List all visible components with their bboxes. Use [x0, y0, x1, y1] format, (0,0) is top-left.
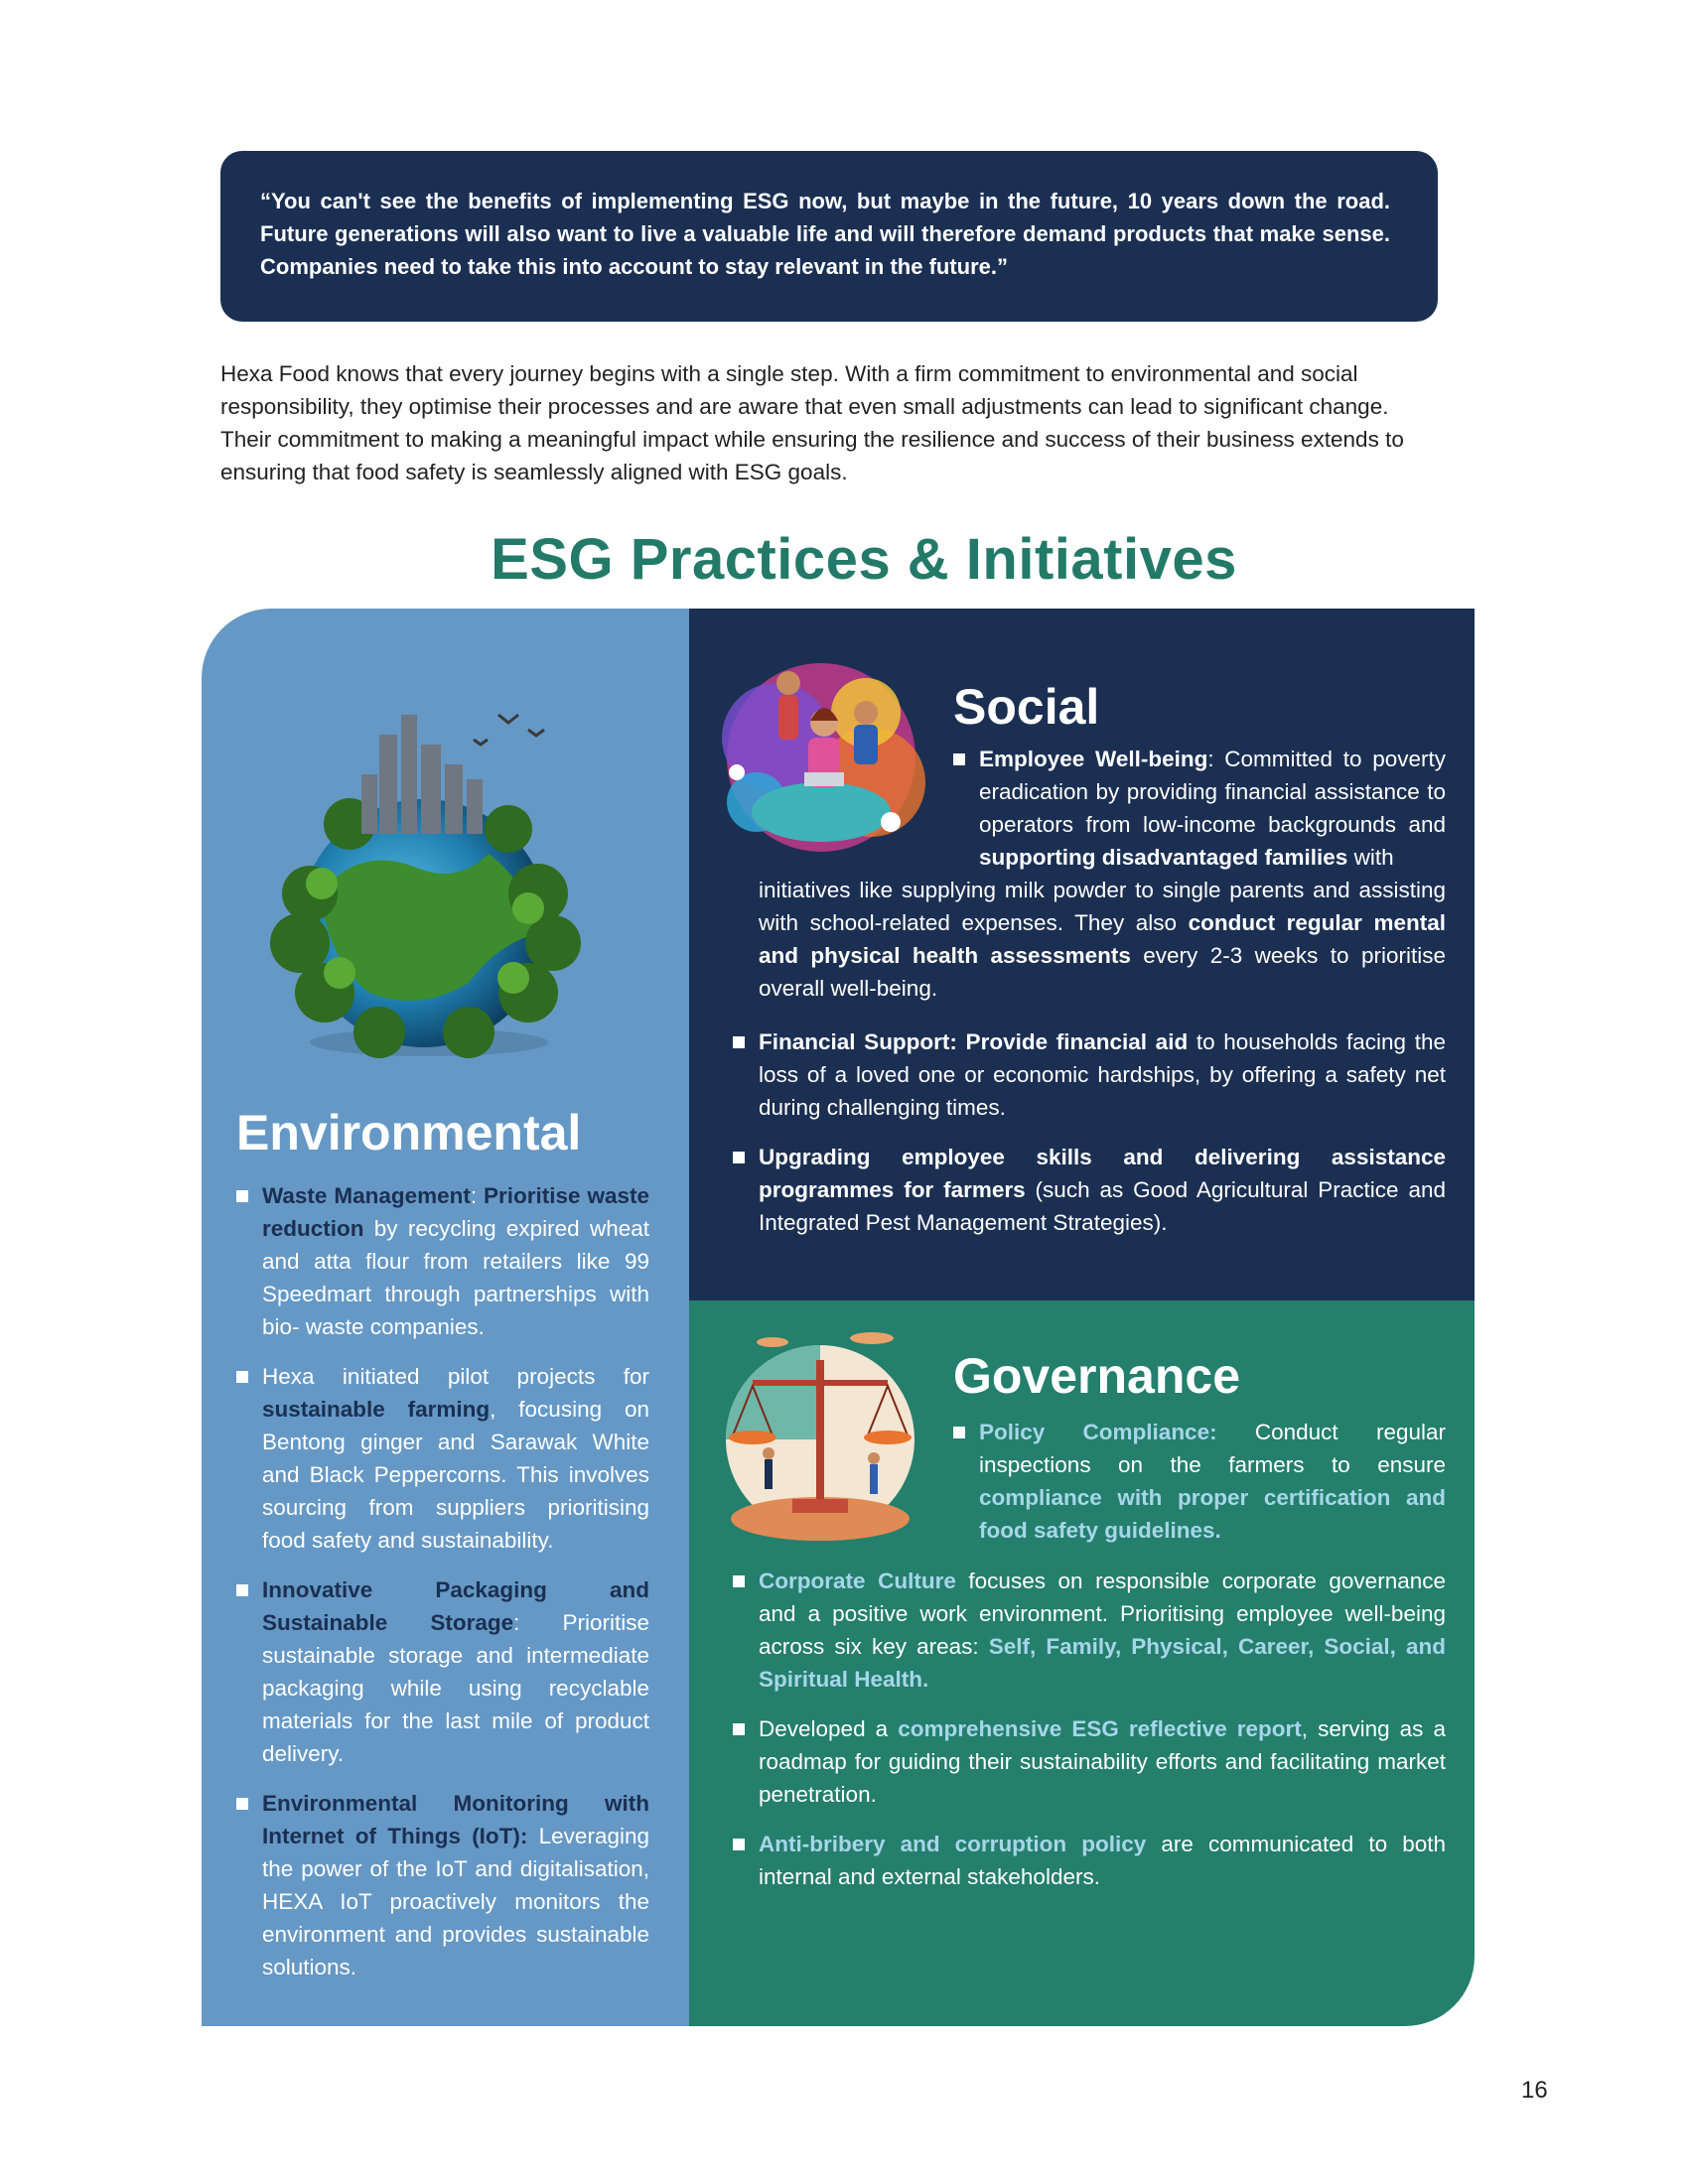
- social-heading: Social: [953, 679, 1100, 735]
- social-list: [733, 1025, 1446, 1256]
- list-item: Policy Compliance: Conduct regular inspections on the farmers to ensure compliance with proper certification and food safety guidelines.: [953, 1416, 1446, 1547]
- green-globe-city-illustration-icon: [230, 695, 618, 1072]
- governance-list-top: [953, 1416, 1446, 1547]
- list-item: Upgrading employee skills and delivering assistance programmes for farmers (such as Good Agricultural Practice and Integrated Pest Management Strategies).: [733, 1141, 1446, 1239]
- list-item: Corporate Culture focuses on responsible corporate governance and a positive work environment. Prioritising employee well-being across six key areas: Self, Family, Physical, Career, Social, and Spiritual Health.: [733, 1565, 1446, 1696]
- list-item: Anti-bribery and corruption policy are communicated to both internal and external stakeholders.: [733, 1828, 1446, 1893]
- list-item: Developed a comprehensive ESG reflective report, serving as a roadmap for guiding their sustainability efforts and facilitating market penetration.: [733, 1712, 1446, 1811]
- list-item: Environmental Monitoring with Internet of Things (IoT): Leveraging the power of the IoT and digitalisation, HEXA IoT proactively monitors the environment and provides sustainable solutions.: [236, 1787, 649, 1983]
- social-list-top: [953, 743, 1446, 874]
- environmental-list: [236, 1179, 649, 2000]
- list-item: Hexa initiated pilot projects for sustainable farming, focusing on Bentong ginger and Sarawak White and Black Peppercorns. This involves sourcing from suppliers prioritising food safety and sustainability.: [236, 1360, 649, 1557]
- intro-paragraph: Hexa Food knows that every journey begins with a single step. With a firm commitment to environmental and social responsibility, they optimise their processes and are aware that even small adjustments can lead to significant change. Their commitment to making a meaningful impact while ensuring the resilience and success of their business extends to ensuring that food safety is seamlessly aligned with ESG goals.: [220, 361, 1404, 484]
- justice-scale-illustration-icon: [713, 1320, 927, 1554]
- list-item: Waste Management: Prioritise waste reduction by recycling expired wheat and atta flour from retailers like 99 Speedmart through partnerships with bio- waste companies.: [236, 1179, 649, 1343]
- list-item: Employee Well-being: Committed to poverty eradication by providing financial assistance to operators from low-income backgrounds and supporting disadvantaged families with: [953, 743, 1446, 874]
- page-title: ESG Practices & Initiatives: [491, 527, 1237, 592]
- social-item-continuation: initiatives like supplying milk powder to single parents and assisting with school-related expenses. They also conduct regular mental and physical health assessments every 2-3 weeks to prioritise overall well-being.: [759, 878, 1447, 1001]
- quote-box: [220, 151, 1438, 322]
- page-number: 16: [1521, 2077, 1548, 2104]
- quote-text: “You can't see the benefits of implementing ESG now, but maybe in the future, 10 years down the road. Future generations will also want to live a valuable life and will therefore demand products that make sense. Companies need to take this into account to stay relevant in the future.”: [260, 189, 1390, 279]
- environmental-heading: Environmental: [236, 1105, 582, 1160]
- people-community-illustration-icon: [707, 643, 935, 862]
- list-item: Financial Support: Provide financial aid to households facing the loss of a loved one or economic hardships, by offering a safety net during challenging times.: [733, 1025, 1446, 1124]
- governance-list: [733, 1565, 1446, 1910]
- list-item: Innovative Packaging and Sustainable Storage: Prioritise sustainable storage and intermediate packaging while using recyclable materials for the last mile of product delivery.: [236, 1573, 649, 1770]
- governance-heading: Governance: [953, 1348, 1241, 1404]
